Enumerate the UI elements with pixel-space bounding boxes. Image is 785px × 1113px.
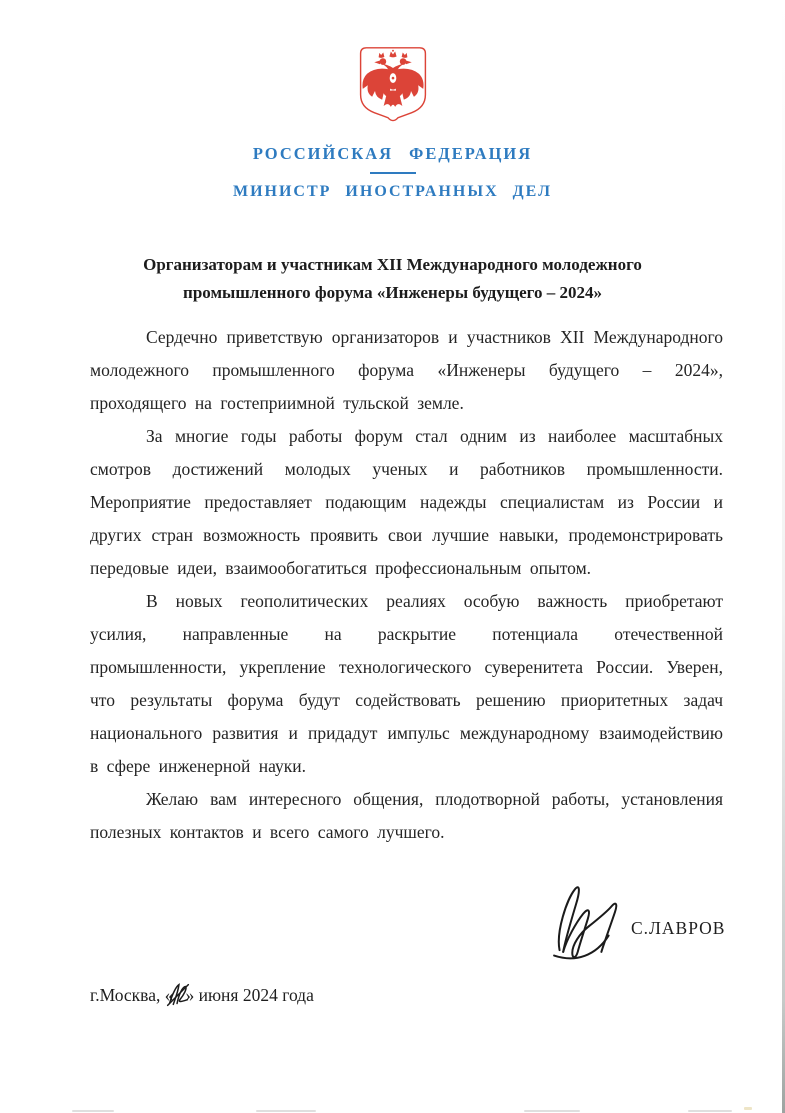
- letterhead: [0, 44, 785, 201]
- scan-smudge: [524, 1110, 580, 1112]
- signature-block: [545, 870, 755, 975]
- recipient-title-line-1: Организаторам и участникам XII Международного молодежного: [143, 255, 642, 274]
- russian-coat-of-arms-icon: [357, 44, 429, 128]
- dateline-suffix: » июня 2024 года: [185, 985, 314, 1005]
- letter-body: [90, 321, 723, 849]
- signatory-name: С.ЛАВРОВ: [631, 918, 726, 938]
- letterhead-divider: [370, 172, 416, 174]
- scan-smudge: [72, 1110, 114, 1112]
- dateline-prefix: г.Москва, «: [90, 985, 174, 1005]
- letter-paragraph: Желаю вам интересного общения, плодотворной работы, установления полезных контактов и всего самого лучшего.: [90, 789, 723, 842]
- recipient-title-line-2: промышленного форума «Инженеры будущего – 2024»: [183, 283, 602, 302]
- letter-paragraph: За многие годы работы форум стал одним из наиболее масштабных смотров достижений молодых ученых и работников промышленности. Мероприятие предоставляет подающим надежды специалистам из России и других стран возможность проявить свои лучшие навыки, продемонстрировать передовые идеи, взаимообогатиться профессиональным опытом.: [90, 426, 723, 578]
- scan-smudge: [744, 1107, 752, 1110]
- dateline: [90, 980, 314, 1010]
- letter-paragraph: Сердечно приветствую организаторов и участников XII Международного молодежного промышленного форума «Инженеры будущего – 2024», проходящего на гостеприимной тульской земле.: [90, 327, 723, 413]
- recipient-title: [60, 251, 725, 307]
- handwritten-signature: [545, 872, 645, 970]
- letterhead-country: РОССИЙСКАЯ ФЕДЕРАЦИЯ: [252, 144, 533, 163]
- letterhead-ministry: МИНИСТР ИНОСТРАННЫХ ДЕЛ: [232, 183, 553, 200]
- letter-paragraph: В новых геополитических реалиях особую важность приобретают усилия, направленные на раскрытие потенциала отечественной промышленности, укрепление технологического суверенитета России. Уверен, что результаты форума будут содействовать решению приоритетных задач национального развития и придадут импульс международному взаимодействию в сфере инженерной науки.: [90, 591, 723, 776]
- scan-smudge: [256, 1110, 316, 1112]
- scan-smudge: [688, 1110, 732, 1112]
